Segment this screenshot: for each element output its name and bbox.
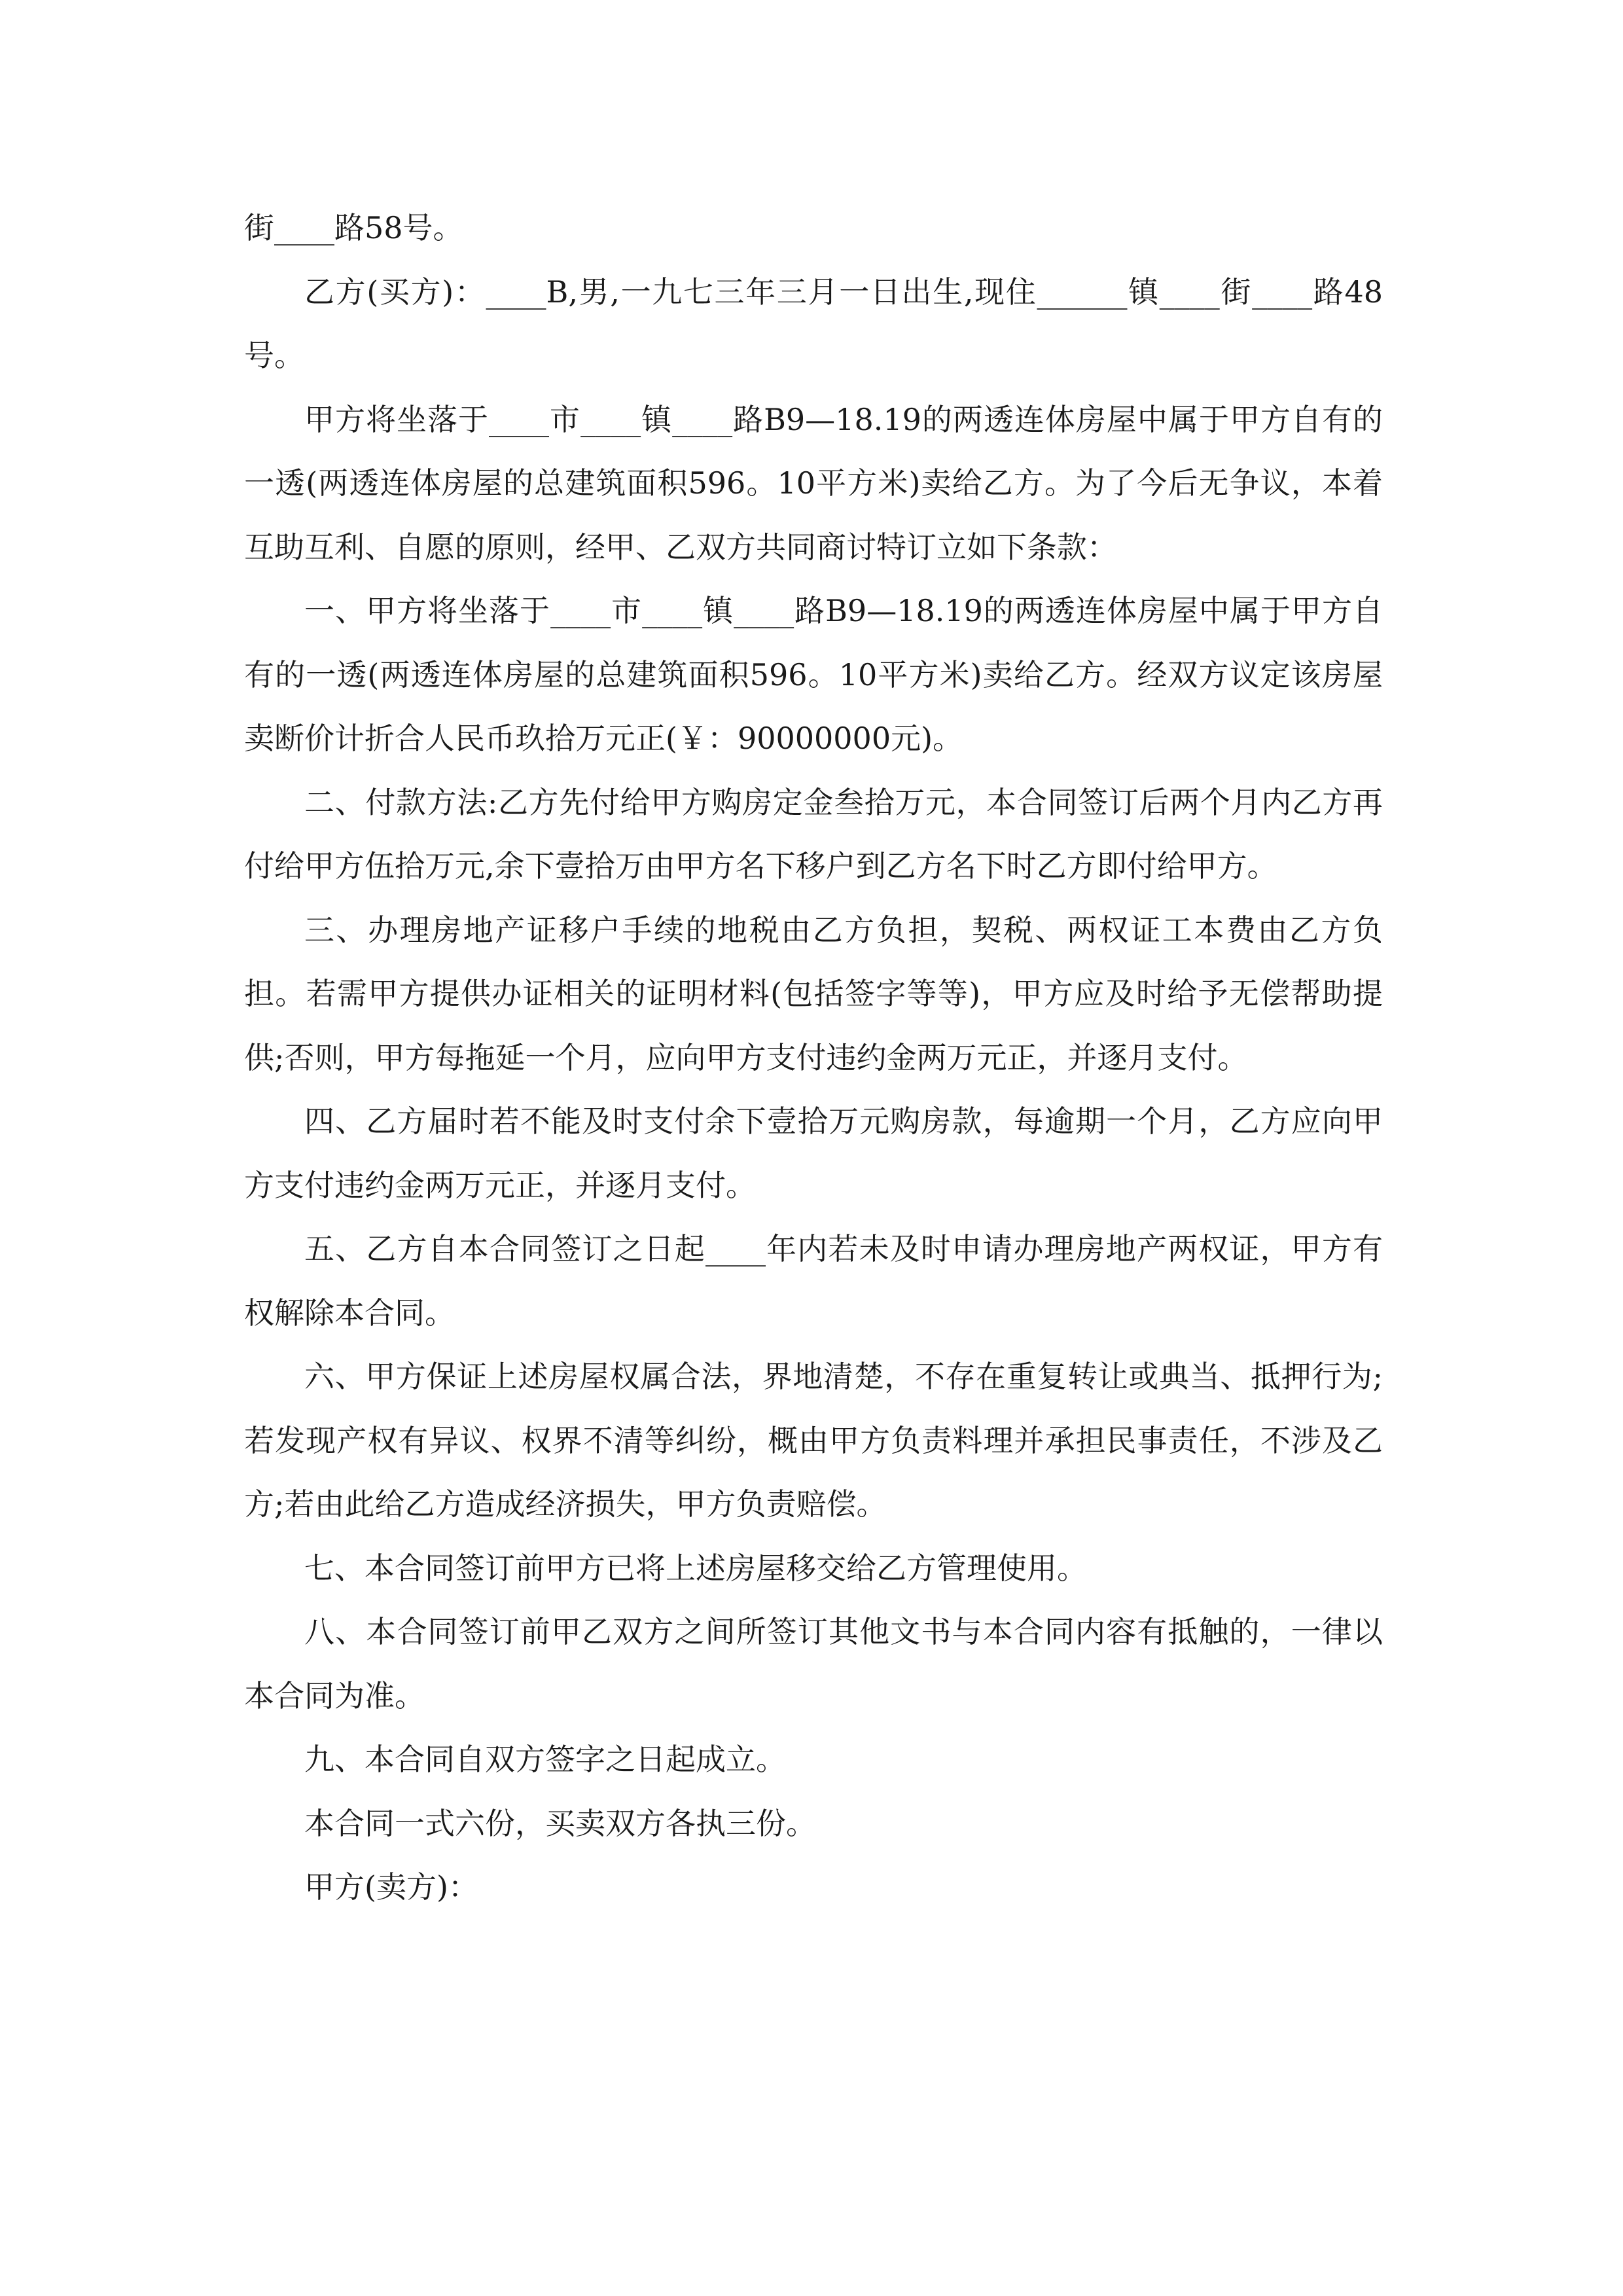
clause-2: 二、付款方法:乙方先付给甲方购房定金叁拾万元，本合同签订后两个月内乙方再付给甲方伍拾万元,余下壹拾万由甲方名下移户到乙方名下时乙方即付给甲方。 (244, 784, 1383, 884)
clause-6: 六、甲方保证上述房屋权属合法，界地清楚，不存在重复转让或典当、抵押行为;若发现产权有异议、权界不清等纠纷，概由甲方负责料理并承担民事责任，不涉及乙方;若由此给乙方造成经济损失，甲方负责赔偿。 (244, 1359, 1383, 1522)
clause-1: 一、甲方将坐落于____市____镇____路B9—18.19的两透连体房屋中属于甲方自有的一透(两透连体房屋的总建筑面积596。10平方米)卖给乙方。经双方议定该房屋卖断价计折合人民币玖拾万元正(￥：90000000元)。 (244, 593, 1383, 756)
paragraph-party-b: 乙方(买方)：____B,男,一九七三年三月一日出生,现住______镇____街____路48号。 (244, 274, 1383, 373)
signature-party-a: 甲方(卖方)： (304, 1869, 478, 1905)
paragraph-copies: 本合同一式六份，买卖双方各执三份。 (304, 1805, 816, 1841)
clause-9: 九、本合同自双方签字之日起成立。 (304, 1742, 786, 1777)
clause-7: 七、本合同签订前甲方已将上述房屋移交给乙方管理使用。 (304, 1550, 1087, 1586)
clause-8: 八、本合同签订前甲乙双方之间所签订其他文书与本合同内容有抵触的，一律以本合同为准。 (244, 1614, 1383, 1713)
clause-5: 五、乙方自本合同签订之日起____年内若未及时申请办理房地产两权证，甲方有权解除本合同。 (244, 1231, 1383, 1331)
clause-4: 四、乙方届时若不能及时支付余下壹拾万元购房款，每逾期一个月，乙方应向甲方支付违约金两万元正，并逐月支付。 (244, 1103, 1383, 1203)
paragraph-preamble: 甲方将坐落于____市____镇____路B9—18.19的两透连体房屋中属于甲方自有的一透(两透连体房屋的总建筑面积596。10平方米)卖给乙方。为了今后无争议，本着互助互利、自愿的原则，经甲、乙双方共同商讨特订立如下条款： (244, 401, 1383, 565)
paragraph-address-continuation: 街____路58号。 (244, 210, 463, 245)
clause-3: 三、办理房地产证移户手续的地税由乙方负担，契税、两权证工本费由乙方负担。若需甲方提供办证相关的证明材料(包括签字等等)，甲方应及时给予无偿帮助提供;否则，甲方每拖延一个月，应向甲方支付违约金两万元正，并逐月支付。 (244, 912, 1383, 1075)
contract-body (244, 196, 1383, 1920)
